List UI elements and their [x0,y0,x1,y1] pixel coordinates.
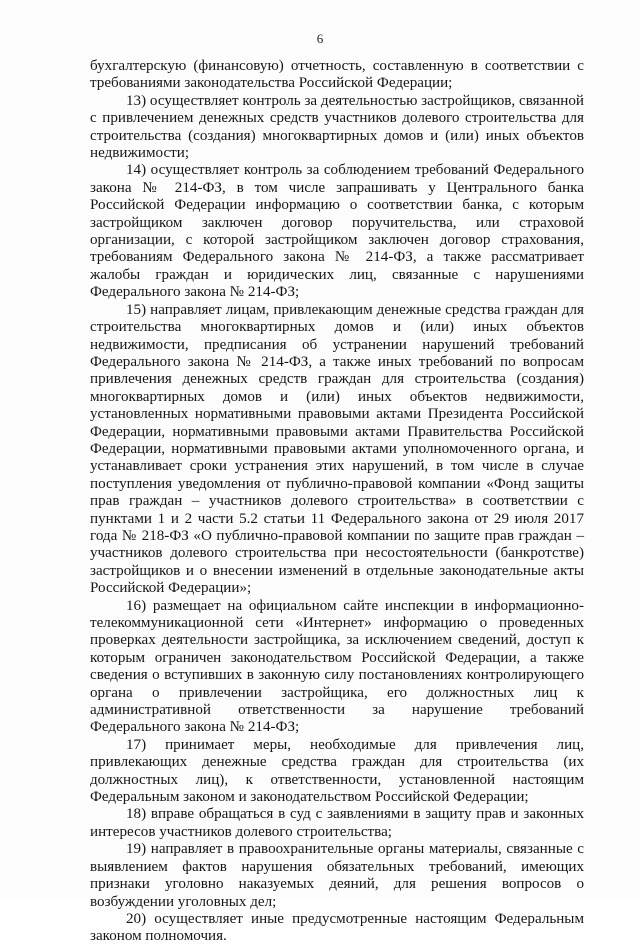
page-number: 6 [316,31,324,46]
paragraph-item-17: 17) принимает меры, необходимые для привлечения лиц, привлекающих денежные средства граждан для строительства (их должностных лиц), к ответственности, установленной настоящим Федеральным законом и законодательством Российской Федерации; [90,736,584,806]
paragraph-continuation: бухгалтерскую (финансовую) отчетность, составленную в соответствии с требованиями законодательства Российской Федерации; [90,58,584,92]
paragraph-item-13: 13) осуществляет контроль за деятельностью застройщиков, связанной с привлечением денежных средств участников долевого строительства для строительства (создания) многоквартирных домов и (или) иных объектов недвижимости; [90,92,584,162]
paragraph-item-19: 19) направляет в правоохранительные органы материалы, связанные с выявлением фактов нарушения обязательных требований, имеющих признаки уголовно наказуемых деяний, для решения вопросов о возбуждении уголовных дел; [90,841,584,910]
paragraph-item-16: 16) размещает на официальном сайте инспекции в информационно-телекоммуникационной сети «Интернет» информацию о проведенных проверках деятельности застройщика, за исключением сведений, доступ к которым ограничен законодательством Российской Федерации, а также сведения о вступивших в законную силу постановлениях контролирующего органа о привлечении застройщика, его должностных лиц к административной ответственности за нарушение требований Федерального закона № 214-ФЗ; [90,597,584,736]
paragraph-item-14: 14) осуществляет контроль за соблюдением требований Федерального закона № 214-ФЗ, в том числе запрашивать у Центрального банка Российской Федерации информацию о соответствии банка, с которым застройщиком заключен договор поручительства, или страховой организации, с которой застройщиком заключен договор страхования, требованиям Федерального закона № 214-ФЗ, а также рассматривает жалобы граждан и юридических лиц, связанные с нарушениями Федерального закона № 214-ФЗ; [90,162,584,301]
paragraph-item-18: 18) вправе обращаться в суд с заявлениями в защиту прав и законных интересов участников долевого строительства; [90,806,584,840]
paragraph-item-20: 20) осуществляет иные предусмотренные настоящим Федеральным законом полномочия. [90,910,584,945]
document-body [90,58,584,946]
paragraph-item-15: 15) направляет лицам, привлекающим денежные средства граждан для строительства многоквартирных домов и (или) иных объектов недвижимости, предписания об устранении нарушений требований Федерального закона № 214-ФЗ, а также иных требований по вопросам привлечения денежных средств граждан для строительства (создания) многоквартирных домов и (или) иных объектов недвижимости, установленных нормативными правовыми актами Президента Российской Федерации, нормативными правовыми актами Правительства Российской Федерации, нормативными правовыми актами уполномоченного органа, и устанавливает сроки устранения этих нарушений, в том числе в случае поступления уведомления от публично-правовой компании «Фонд защиты прав граждан – участников долевого строительства» в соответствии с пунктами 1 и 2 части 5.2 статьи 11 Федерального закона от 29 июля 2017 года № 218-ФЗ «О публично-правовой компании по защите прав граждан – участников долевого строительства при несостоятельности (банкротстве) застройщиков и о внесении изменений в отдельные законодательные акты Российской Федерации»; [90,301,584,597]
